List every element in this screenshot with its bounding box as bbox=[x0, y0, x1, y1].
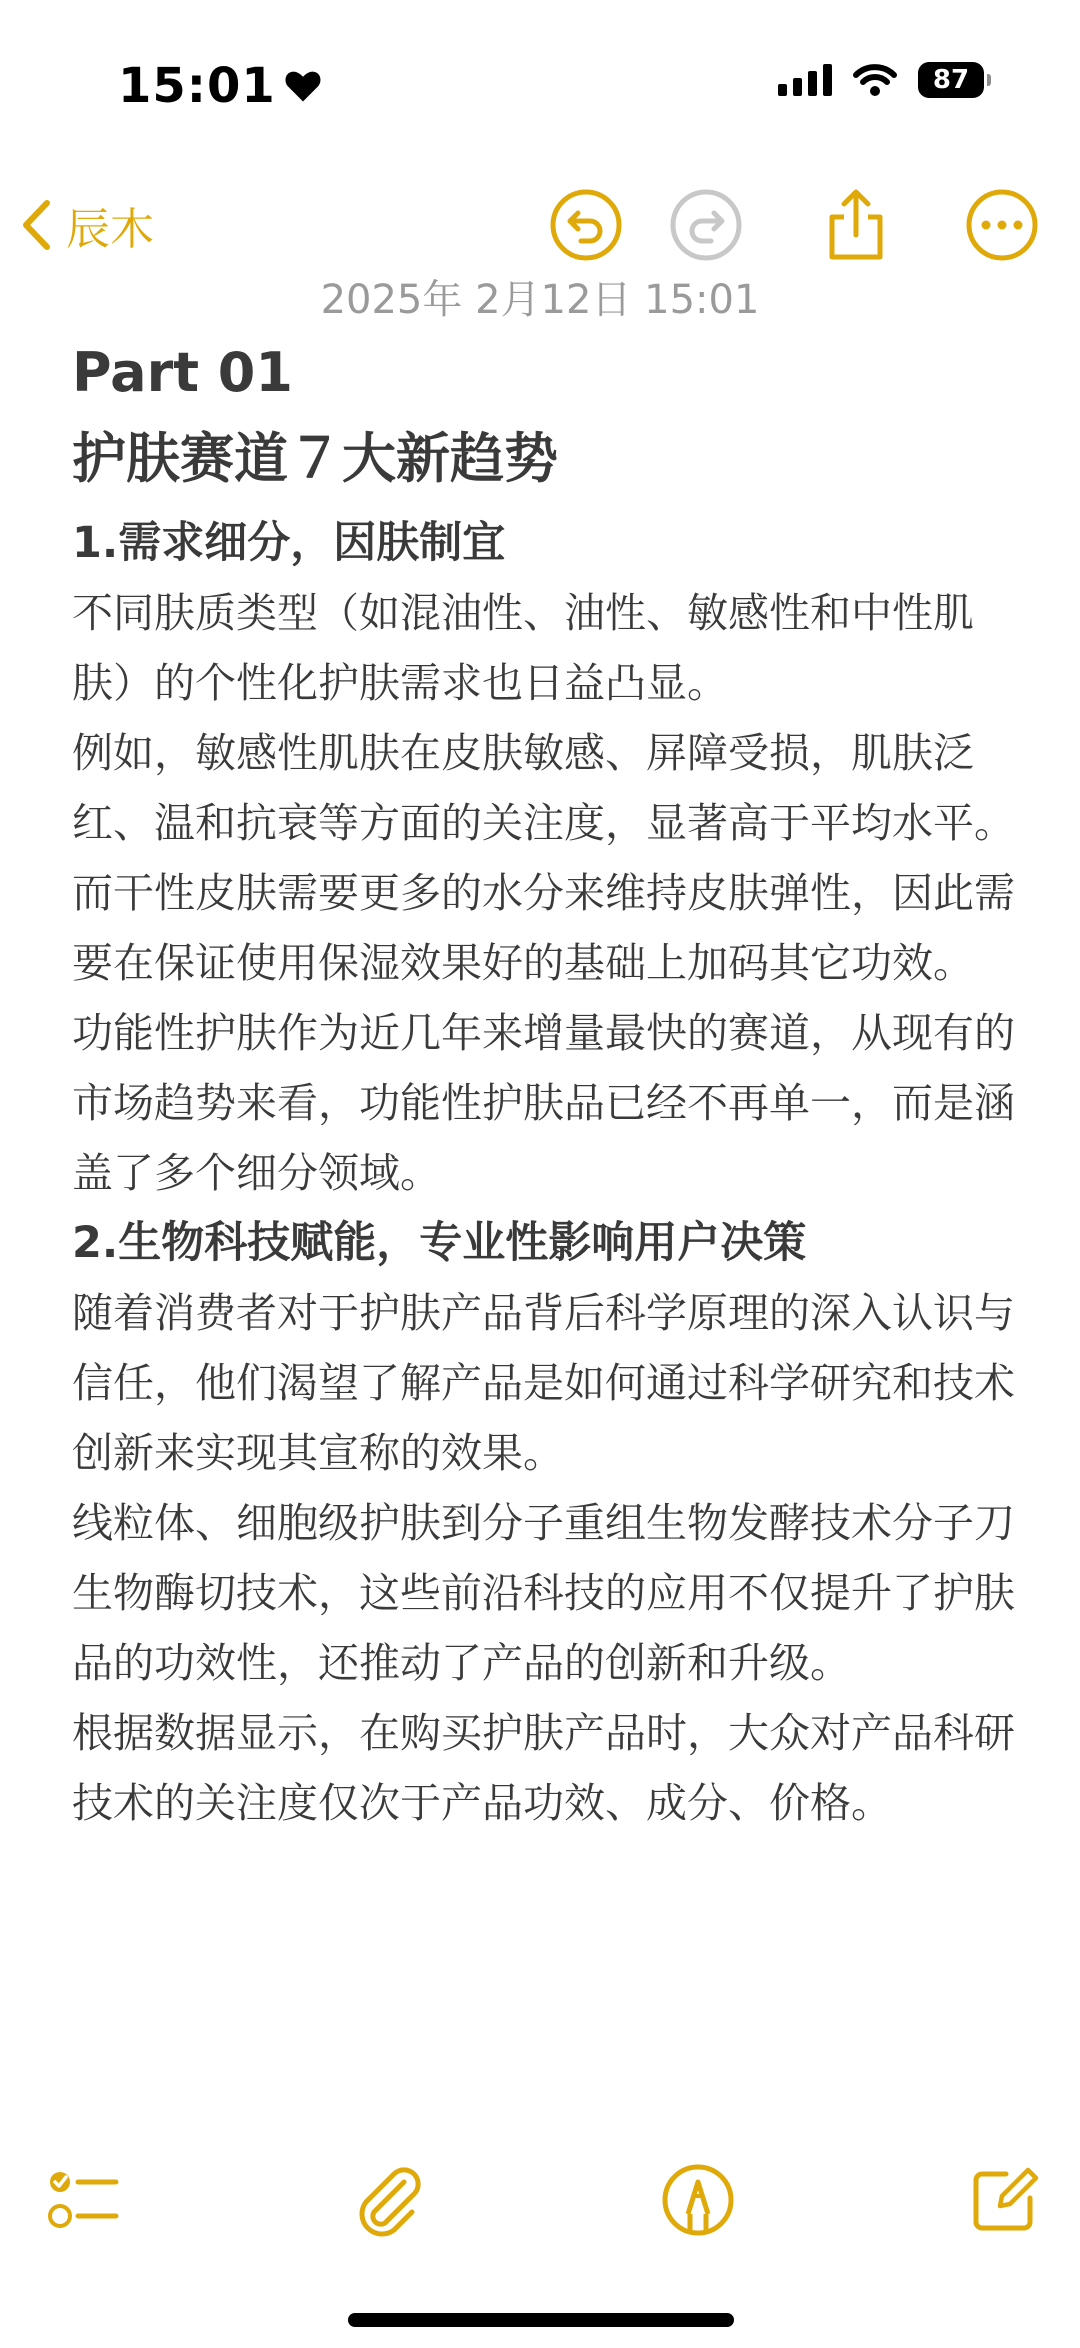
bottom-toolbar bbox=[0, 2150, 1080, 2250]
more-icon bbox=[964, 187, 1040, 263]
status-indicators bbox=[778, 62, 984, 98]
note-timestamp: 2025年 2月12日 15:01 bbox=[320, 277, 760, 323]
home-indicator[interactable] bbox=[348, 2313, 734, 2327]
wifi-icon bbox=[852, 63, 898, 97]
note-body[interactable] bbox=[72, 330, 1022, 1838]
back-label: 辰木 bbox=[66, 204, 154, 255]
note-title-line1: Part 01 bbox=[72, 341, 293, 404]
battery-icon bbox=[918, 62, 984, 98]
paragraph: 不同肤质类型（如混油性、油性、敏感性和中性肌肤）的个性化护肤需求也日益凸显。 bbox=[72, 589, 974, 707]
paperclip-icon bbox=[352, 2162, 428, 2238]
nav-bar bbox=[0, 170, 1080, 280]
undo-button[interactable] bbox=[548, 187, 624, 263]
note-title-line2: 护肤赛道７大新趋势 bbox=[72, 427, 558, 490]
paragraph: 而干性皮肤需要更多的水分来维持皮肤弹性，因此需要在保证使用保湿效果好的基础上加码其它功效。 bbox=[72, 869, 1015, 987]
checklist-button[interactable] bbox=[44, 2162, 120, 2238]
status-time bbox=[118, 58, 322, 114]
section-heading: 2.生物科技赋能，专业性影响用户决策 bbox=[72, 1218, 807, 1268]
compose-button[interactable] bbox=[966, 2162, 1042, 2238]
section-heading: 1.需求细分，因肤制宜 bbox=[72, 518, 506, 568]
paragraph: 根据数据显示，在购买护肤产品时，大众对产品科研技术的关注度仅次于产品功效、成分、价格。 bbox=[72, 1709, 1015, 1827]
paragraph: 功能性护肤作为近几年来增量最快的赛道，从现有的市场趋势来看，功能性护肤品已经不再单一，而是涵盖了多个细分领域。 bbox=[72, 1009, 1015, 1197]
checklist-icon bbox=[44, 2162, 120, 2238]
share-button[interactable] bbox=[818, 187, 894, 263]
status-bar bbox=[0, 0, 1080, 170]
share-icon bbox=[818, 187, 894, 263]
redo-icon bbox=[668, 187, 744, 263]
back-button[interactable] bbox=[20, 170, 154, 280]
heart-icon bbox=[284, 69, 322, 103]
battery-level: 87 bbox=[932, 65, 970, 95]
attachment-button[interactable] bbox=[352, 2162, 428, 2238]
chevron-left-icon bbox=[20, 198, 52, 252]
redo-button[interactable] bbox=[668, 187, 744, 263]
paragraph: 随着消费者对于护肤产品背后科学原理的深入认识与信任，他们渴望了解产品是如何通过科学研究和技术创新来实现其宣称的效果。 bbox=[72, 1289, 1015, 1477]
paragraph: 例如，敏感性肌肤在皮肤敏感、屏障受损，肌肤泛红、温和抗衰等方面的关注度，显著高于平均水平。 bbox=[72, 729, 1015, 847]
more-button[interactable] bbox=[964, 187, 1040, 263]
cellular-signal-icon bbox=[778, 64, 832, 96]
undo-icon bbox=[548, 187, 624, 263]
markup-button[interactable] bbox=[660, 2162, 736, 2238]
status-time-text: 15:01 bbox=[118, 58, 276, 114]
compose-icon bbox=[966, 2162, 1042, 2238]
markup-pen-icon bbox=[660, 2162, 736, 2238]
paragraph: 线粒体、细胞级护肤到分子重组生物发酵技术分子刀生物酶切技术，这些前沿科技的应用不仅提升了护肤品的功效性，还推动了产品的创新和升级。 bbox=[72, 1499, 1015, 1687]
